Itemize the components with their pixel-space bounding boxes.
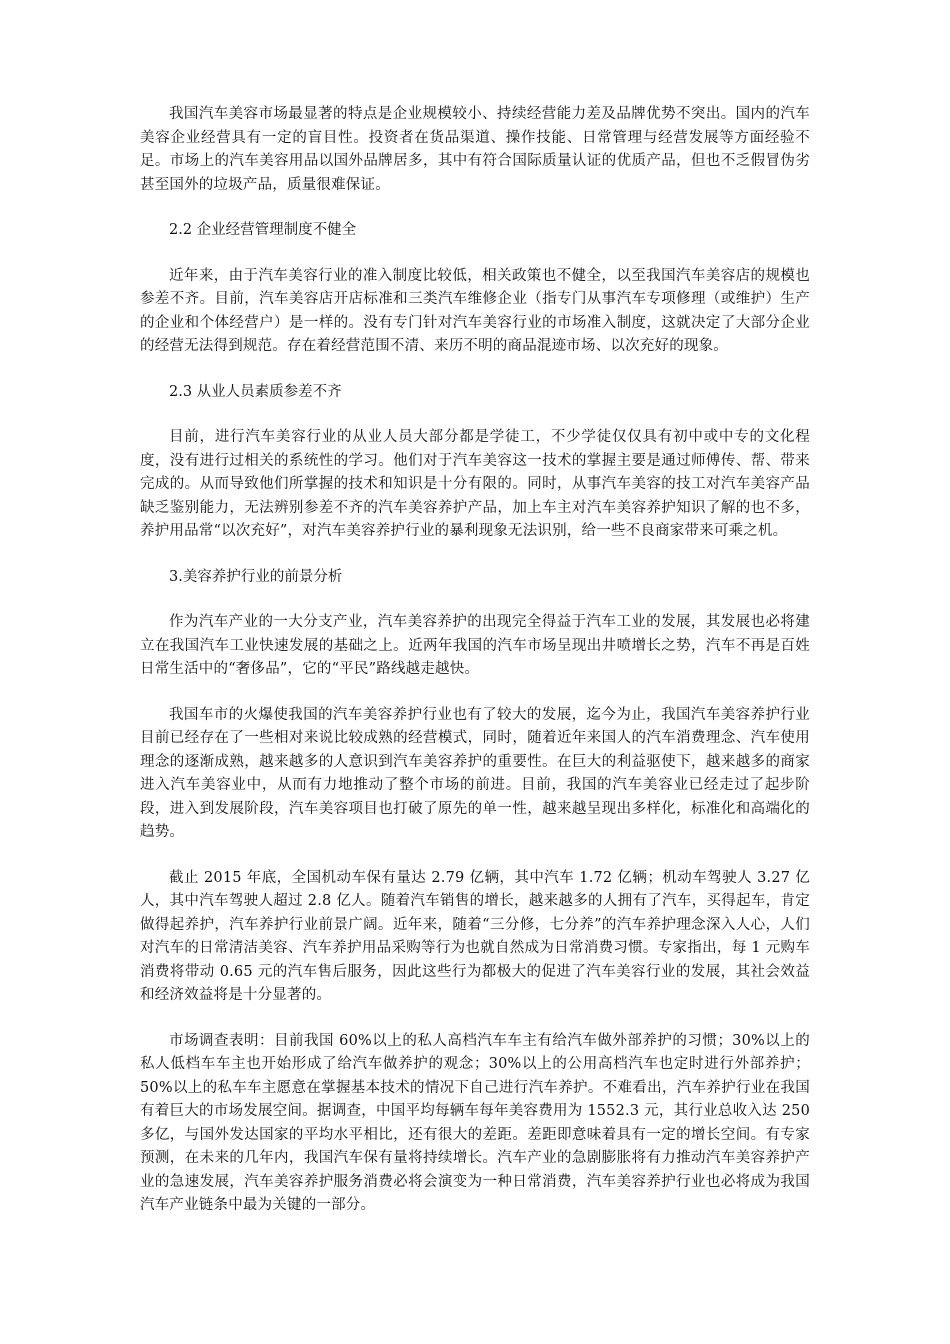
section-heading-2-2: 2.2 企业经营管理制度不健全 <box>169 222 357 238</box>
paragraph-vehicle-statistics: 截止 2015 年底，全国机动车保有量达 2.79 亿辆，其中汽车 1.72 亿辆；机动车驾驶人 3.27 亿人，其中汽车驾驶人超过 2.8 亿人。随着汽车销售的增长，越来越多的人拥有了汽车，买得起车，肯定做得起养护，汽车养护行业前景广阔。近年来，随着“三分修，七分养”的汽车养护理念深入人心，人们对汽车的日常清洁美容、汽车养护用品采购等行为也就自然成为日常消费习惯。专家指出，每 1 元购车消费将带动 0.65 元的汽车售后服务，因此这些行为都极大的促进了汽车美容行业的发展，其社会效益和经济效益将是十分显著的。 <box>140 869 810 1003</box>
paragraph-market-development: 我国车市的火爆使我国的汽车美容养护行业也有了较大的发展，迄今为止，我国汽车美容养护行业目前已经存在了一些相对来说比较成熟的经营模式，同时，随着近年来国人的汽车消费理念、汽车使用理念的逐渐成熟，越来越多的人意识到汽车美容养护的重要性。在巨大的利益驱使下，越来越多的商家进入汽车美容业中，从而有力地推动了整个市场的前进。目前，我国的汽车美容业已经走过了起步阶段，进入到发展阶段，汽车美容项目也打破了原先的单一性，越来越呈现出多样化，标准化和高端化的趋势。 <box>140 706 810 840</box>
paragraph-industry-branch: 作为汽车产业的一大分支产业，汽车美容养护的出现完全得益于汽车工业的发展，其发展也必将建立在我国汽车工业快速发展的基础之上。近两年我国的汽车市场呈现出井喷增长之势，汽车不再是百姓日常生活中的“奢侈品”，它的“平民”路线越走越快。 <box>140 614 810 677</box>
section-heading-2-3: 2.3 从业人员素质参差不齐 <box>169 383 342 400</box>
section-heading-3: 3.美容养护行业的前景分析 <box>169 568 343 585</box>
paragraph-management-system: 近年来，由于汽车美容行业的准入制度比较低，相关政策也不健全，以至我国汽车美容店的规模也参差不齐。目前，汽车美容店开店标准和三类汽车维修企业（指专门从事汽车专项修理（或维护）生产的企业和个体经营户）是一样的。没有专门针对汽车美容行业的市场准入制度，这就决定了大部分企业的经营无法得到规范。存在着经营范围不清、来历不明的商品混迹市场、以次充好的现象。 <box>140 267 810 354</box>
paragraph-market-survey: 市场调查表明：目前我国 60%以上的私人高档汽车车主有给汽车做外部养护的习惯；30%以上的私人低档车车主也开始形成了给汽车做养护的观念；30%以上的公用高档汽车也定时进行外部养护；50%以上的私车车主愿意在掌握基本技术的情况下自己进行汽车养护。不难看出，汽车养护行业在我国有着巨大的市场发展空间。据调查，中国平均每辆车每年美容费用为 1552.3 元，其行业总收入达 250 多亿，与国外发达国家的平均水平相比，还有很大的差距。差距即意味着具有一定的增长空间。有专家预测，在未来的几年内，我国汽车保有量将持续增长。汽车产业的急剧膨胀将有力推动汽车美容养护产业的急速发展，汽车美容养护服务消费必将会演变为一种日常消费，汽车美容养护行业也必将成为我国汽车产业链条中最为关键的一部分。 <box>140 1032 810 1213</box>
paragraph-staff-quality: 目前，进行汽车美容行业的从业人员大部分都是学徒工，不少学徒仅仅具有初中或中专的文化程度，没有进行过相关的系统性的学习。他们对于汽车美容这一技术的掌握主要是通过师傅传、帮、带来完成的。从而导致他们所掌握的技术和知识是十分有限的。同时，从事汽车美容的技工对汽车美容产品缺乏鉴别能力，无法辨别参差不齐的汽车美容养护产品，加上车主对汽车美容养护知识了解的也不多，养护用品常“以次充好”，对汽车美容养护行业的暴利现象无法识别，给一些不良商家带来可乘之机。 <box>140 429 810 539</box>
paragraph-market-features: 我国汽车美容市场最显著的特点是企业规模较小、持续经营能力差及品牌优势不突出。国内的汽车美容企业经营具有一定的盲目性。投资者在货品渠道、操作技能、日常管理与经营发展等方面经验不足。市场上的汽车美容用品以国外品牌居多，其中有符合国际质量认证的优质产品，但也不乏假冒伪劣甚至国外的垃圾产品，质量很难保证。 <box>140 106 810 193</box>
